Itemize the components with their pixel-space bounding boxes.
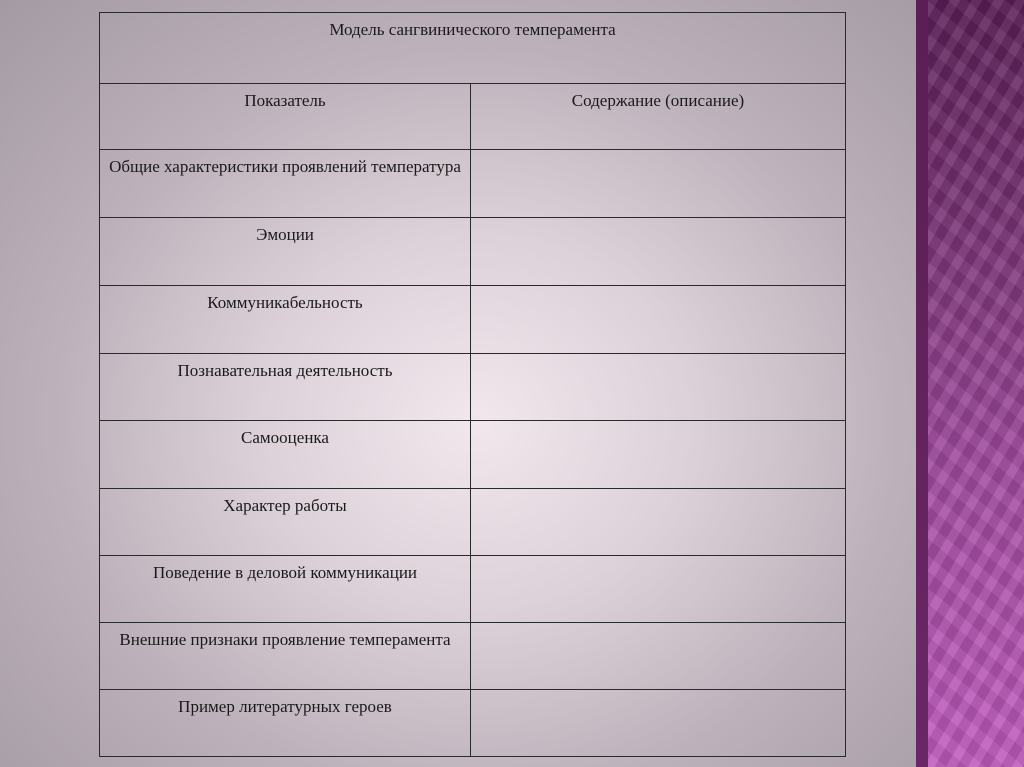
row-indicator: Самооценка bbox=[100, 421, 471, 489]
row-indicator: Пример литературных героев bbox=[100, 690, 471, 757]
row-content-cell[interactable] bbox=[471, 286, 846, 354]
table-header-row bbox=[100, 84, 846, 150]
row-content-cell[interactable] bbox=[471, 556, 846, 623]
row-content-cell[interactable] bbox=[471, 623, 846, 690]
row-indicator: Внешние признаки проявление темперамента bbox=[100, 623, 471, 690]
table-row bbox=[100, 421, 846, 489]
table-row bbox=[100, 218, 846, 286]
table-row bbox=[100, 150, 846, 218]
temperament-table bbox=[99, 12, 846, 757]
table-row bbox=[100, 690, 846, 757]
table-row bbox=[100, 556, 846, 623]
row-indicator: Характер работы bbox=[100, 489, 471, 556]
row-content-cell[interactable] bbox=[471, 690, 846, 757]
row-indicator: Общие характеристики проявлений температура bbox=[100, 150, 471, 218]
row-content-cell[interactable] bbox=[471, 218, 846, 286]
row-content-cell[interactable] bbox=[471, 354, 846, 421]
table-row bbox=[100, 489, 846, 556]
row-indicator: Коммуникабельность bbox=[100, 286, 471, 354]
row-content-cell[interactable] bbox=[471, 150, 846, 218]
decorative-band-edge bbox=[916, 0, 928, 767]
table-title: Модель сангвинического темперамента bbox=[100, 13, 846, 84]
row-content-cell[interactable] bbox=[471, 421, 846, 489]
table-row bbox=[100, 286, 846, 354]
header-indicator: Показатель bbox=[100, 84, 471, 150]
row-content-cell[interactable] bbox=[471, 489, 846, 556]
table-title-row bbox=[100, 13, 846, 84]
row-indicator: Поведение в деловой коммуникации bbox=[100, 556, 471, 623]
header-content: Содержание (описание) bbox=[471, 84, 846, 150]
table-row bbox=[100, 623, 846, 690]
row-indicator: Познавательная деятельность bbox=[100, 354, 471, 421]
table-row bbox=[100, 354, 846, 421]
row-indicator: Эмоции bbox=[100, 218, 471, 286]
decorative-band bbox=[928, 0, 1024, 767]
